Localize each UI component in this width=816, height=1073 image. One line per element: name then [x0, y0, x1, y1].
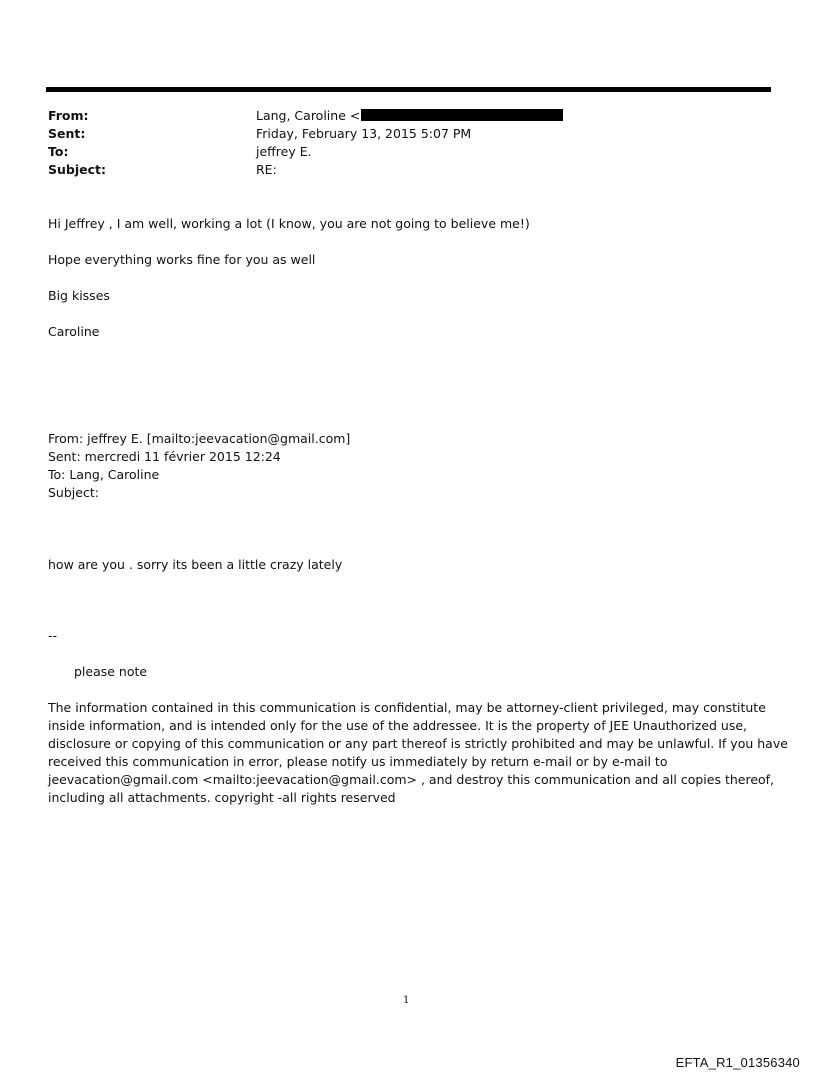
disclaimer-line: disclosure or copying of this communication or any part thereof is strictly prohibited and may be unlawful. If you have [48, 736, 788, 751]
quoted-to: To: Lang, Caroline [48, 467, 160, 482]
to-value: jeffrey E. [256, 144, 312, 159]
from-text: Lang, Caroline < [256, 108, 361, 123]
quoted-subject: Subject: [48, 485, 99, 500]
to-label: To: [48, 144, 69, 159]
disclaimer-line: The information contained in this communication is confidential, may be attorney-client privileged, may constitute [48, 700, 766, 715]
subject-label: Subject: [48, 162, 106, 177]
subject-value: RE: [256, 162, 277, 177]
quoted-header [48, 430, 350, 502]
disclaimer-line: including all attachments. copyright -all rights reserved [48, 790, 396, 805]
disclaimer [48, 699, 788, 807]
reply-line-3: Big kisses [48, 288, 110, 303]
quoted-from: From: jeffrey E. [mailto:jeevacation@gmail.com] [48, 431, 351, 446]
from-label: From: [48, 108, 89, 123]
reply-signoff: Caroline [48, 324, 100, 339]
page-number: 1 [403, 995, 410, 1006]
quoted-sent: Sent: mercredi 11 février 2015 12:24 [48, 449, 281, 464]
reply-line-1: Hi Jeffrey , I am well, working a lot (I know, you are not going to believe me!) [48, 216, 530, 231]
redaction-block [361, 109, 563, 121]
disclaimer-line: jeevacation@gmail.com <mailto:jeevacation@gmail.com> , and destroy this communication and all copies thereof, [48, 772, 775, 787]
signature-note: please note [74, 664, 148, 679]
document-id: EFTA_R1_01356340 [675, 1055, 800, 1070]
signature-separator: -- [48, 628, 58, 643]
header-rule [46, 87, 771, 92]
quoted-body: how are you . sorry its been a little crazy lately [48, 557, 343, 572]
sent-label: Sent: [48, 126, 86, 141]
sent-value: Friday, February 13, 2015 5:07 PM [256, 126, 472, 141]
reply-line-2: Hope everything works fine for you as well [48, 252, 316, 267]
disclaimer-line: inside information, and is intended only for the use of the addressee. It is the property of JEE Unauthorized use, [48, 718, 748, 733]
from-value [256, 107, 563, 125]
disclaimer-line: received this communication in error, please notify us immediately by return e-mail or by e-mail to [48, 754, 668, 769]
